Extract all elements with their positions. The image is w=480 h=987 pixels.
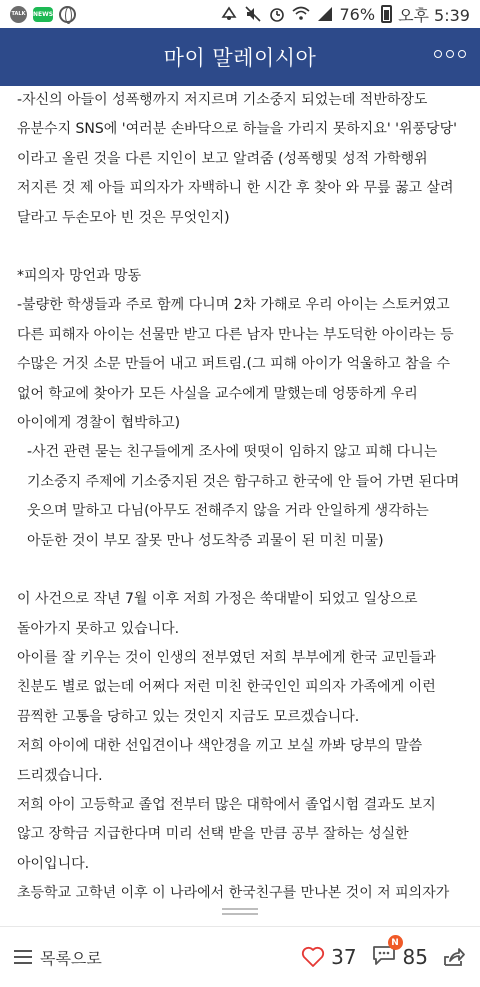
- paragraph-gap: [17, 233, 466, 262]
- alarm-icon: [268, 5, 286, 23]
- globe-icon: [59, 6, 76, 23]
- article-paragraph: -자신의 아들이 성폭행까지 저지르며 기소중지 되었는데 적반하장도 유분수지 SNS에 '여러분 손바닥으로 하늘을 가리지 못하지요' '위풍당당' 이라고 올린 것을 다른 지인이 보고 알려줌 (성폭행및 성적 가학행위 저지른 것 제 아들 피의자가 자백하니 한 시간 후 찾아 와 무릎 꿇고 살려 달라고 두손모아 빈 것은 무엇인지): [17, 92, 457, 226]
- article-paragraph: 저희 아이에 대한 선입견이나 색안경을 끼고 보실 까봐 당부의 말씀 드리겠습니다.: [17, 738, 423, 784]
- article-paragraph: 아이를 잘 키우는 것이 인생의 전부였던 저희 부부에게 한국 교민들과 친분도 별로 없는데 어쩌다 저런 미친 한국인인 피의자 가족에게 이런 끔찍한 고통을 당하고 있는 것인지 지금도 모르겠습니다.: [17, 649, 436, 725]
- back-to-list-label: 목록으로: [40, 948, 102, 968]
- comment-button[interactable]: [371, 937, 428, 971]
- article-paragraph: -사건 관련 묻는 친구들에게 조사에 떳떳이 임하지 않고 피해 다니는 기소중지 주제에 기소중지된 것은 함구하고 한국에 안 들어 가면 된다며 웃으며 말하고 다님(아무도 전해주지 않을 거라 안일하게 생각하는 아둔한 것이 부모 잘못 만나 성도착증 괴물이 된 미친 미물): [27, 444, 460, 549]
- like-count: 37: [331, 945, 357, 969]
- paragraph-gap: [17, 556, 466, 585]
- article-paragraph: 이 사건으로 작년 7월 이후 저희 가정은 쑥대밭이 되었고 일상으로 돌아가지 못하고 있습니다.: [17, 591, 418, 637]
- sync-icon: [220, 5, 238, 23]
- battery-icon: [381, 5, 392, 23]
- page-title: 마이 말레이시아: [163, 46, 317, 70]
- new-comment-badge: N: [388, 935, 403, 950]
- mute-icon: [244, 5, 262, 23]
- heart-icon: [301, 946, 325, 968]
- post-actions: [301, 937, 466, 971]
- status-bar: [0, 0, 480, 28]
- drag-handle[interactable]: [222, 908, 258, 916]
- more-dot-icon: [446, 50, 454, 58]
- list-icon: [14, 949, 32, 965]
- article-body[interactable]: [0, 86, 480, 901]
- share-button[interactable]: [442, 946, 466, 968]
- article-paragraph: -불량한 학생들과 주로 함께 다니며 2차 가해로 우리 아이는 스토커였고 다른 피해자 아이는 선물만 받고 다른 남자 만나는 부도덕한 아이라는 등 수많은 거짓 소문 만들어 내고 퍼트림.(그 피해 아이가 억울하고 참을 수 없어 학교에 찾아가 모든 사실을 교수에게 말했는데 엉뚱하게 우리 아이에게 경찰이 협박하고): [17, 297, 454, 432]
- battery-percent: 76%: [339, 4, 376, 24]
- app-header: [0, 28, 480, 86]
- signal-icon: [316, 5, 334, 23]
- system-status: [220, 3, 471, 26]
- bottom-action-bar: [0, 926, 480, 987]
- back-to-list-button[interactable]: [14, 946, 102, 969]
- more-dot-icon: [458, 50, 466, 58]
- article-paragraph: 저희 아이 고등학교 졸업 전부터 많은 대학에서 졸업시험 결과도 보지 않고 장학금 지급한다며 미리 선택 받을 만큼 공부 잘하는 성실한 아이입니다.: [17, 796, 436, 872]
- like-button[interactable]: [301, 945, 356, 969]
- notification-icons: [10, 6, 76, 23]
- wifi-icon: [292, 5, 310, 23]
- share-icon: [442, 946, 466, 968]
- more-options-button[interactable]: [434, 50, 466, 58]
- more-dot-icon: [434, 50, 442, 58]
- talk-app-icon: TALK: [10, 6, 27, 23]
- section-heading: *피의자 망언과 망동: [17, 268, 142, 285]
- comment-count: 85: [402, 945, 428, 969]
- clock: 오후 5:39: [398, 5, 470, 25]
- article-paragraph: 초등학교 고학년 이후 이 나라에서 한국친구를 만나본 것이 저 피의자가: [17, 885, 450, 901]
- news-app-icon: NEWS: [33, 7, 53, 22]
